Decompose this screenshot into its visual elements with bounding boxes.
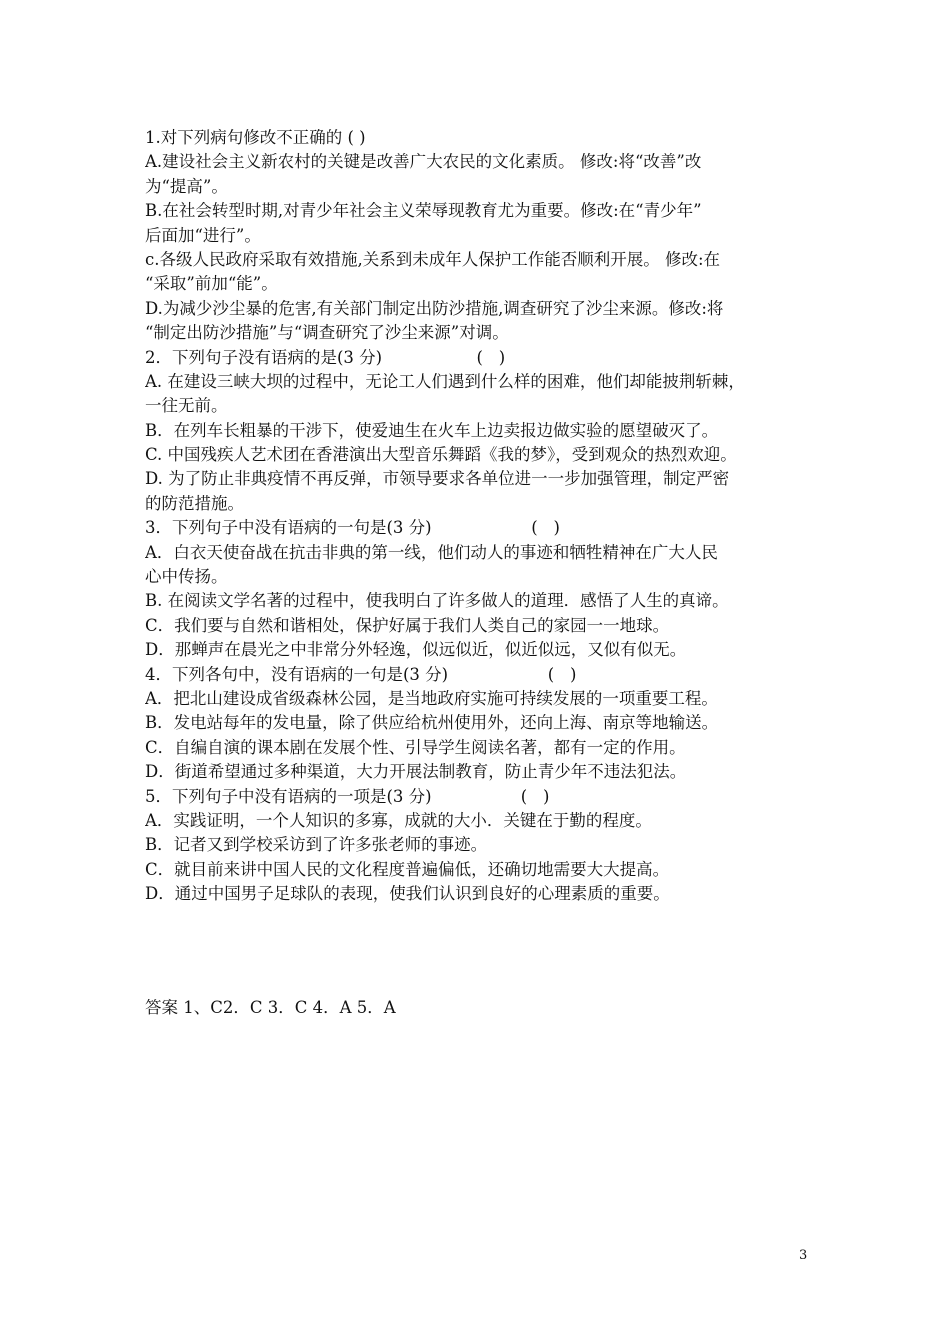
question-text [145, 126, 825, 907]
text-line: B．发电站每年的发电量，除了供应给杭州使用外，还向上海、南京等地输送。 [145, 713, 719, 733]
text-line: A. 在建设三峡大坝的过程中，无论工人们遇到什么样的困难，他们却能披荆斩棘， [145, 371, 745, 391]
text-line: A．白衣天使奋战在抗击非典的第一线，他们动人的事迹和牺牲精神在广大人民 [145, 542, 718, 562]
text-line: D．那蝉声在晨光之中非常分外轻逸，似远似近，似近似远，又似有似无。 [145, 640, 687, 660]
text-line: 4．下列各句中，没有语病的一句是(3 分) ( ) [145, 664, 577, 684]
text-line: C．就目前来讲中国人民的文化程度普遍偏低，还确切地需要大大提高。 [145, 859, 670, 879]
text-line: A.建设社会主义新农村的关键是改善广大农民的文化素质。 修改:将“改善”改 [145, 152, 702, 172]
text-line: 1.对下列病句修改不正确的 ( ) [145, 128, 366, 147]
text-line: D．通过中国男子足球队的表现，使我们认识到良好的心理素质的重要。 [145, 884, 670, 904]
text-line: B．记者又到学校采访到了许多张老师的事迹。 [145, 835, 488, 855]
text-line: D. 为了防止非典疫情不再反弹，市领导要求各单位进一一步加强管理，制定严密 [145, 469, 730, 489]
text-line: A．实践证明，一个人知识的多寡，成就的大小．关键在于勤的程度。 [145, 810, 652, 830]
text-line: c.各级人民政府采取有效措施,关系到未成年人保护工作能否顺利开展。 修改:在 [145, 249, 721, 269]
text-line: C．自编自演的课本剧在发展个性、引导学生阅读名著，都有一定的作用。 [145, 737, 686, 757]
text-line: “制定出防沙措施”与“调查研究了沙尘来源”对调。 [145, 323, 509, 343]
text-line: D．街道希望通过多种渠道，大力开展法制教育，防止青少年不违法犯法。 [145, 762, 687, 782]
text-line: 一往无前。 [145, 396, 228, 416]
text-line: A．把北山建设成省级森林公园，是当地政府实施可持续发展的一项重要工程。 [145, 688, 718, 708]
text-line: 后面加“进行”。 [145, 225, 261, 245]
text-line: C. 中国残疾人艺术团在香港演出大型音乐舞蹈《我的梦》，受到观众的热烈欢迎。 [145, 445, 737, 465]
answer-key: 答案 1、C2．C 3．C 4．A 5．A [145, 998, 396, 1017]
text-line: B.在社会转型时期,对青少年社会主义荣辱现教育尤为重要。修改:在“青少年” [145, 201, 702, 221]
text-line: D.为减少沙尘暴的危害,有关部门制定出防沙措施,调查研究了沙尘来源。修改:将 [145, 298, 724, 318]
text-line: 为“提高”。 [145, 176, 228, 196]
text-line: 5．下列句子中没有语病的一项是(3 分) ( ) [145, 786, 550, 806]
text-line: 的防范措施。 [145, 493, 244, 513]
text-line: B. 在阅读文学名著的过程中，使我明白了许多做人的道理．感悟了人生的真谛。 [145, 591, 729, 611]
text-line: 心中传扬。 [145, 567, 228, 587]
text-line: B．在列车长粗暴的干涉下，使爱迪生在火车上边卖报边做实验的愿望破灭了。 [145, 420, 719, 440]
text-line: 2．下列句子没有语病的是(3 分) ( ) [145, 347, 506, 367]
text-line: “采取”前加“能”。 [145, 274, 278, 294]
text-line: 3．下列句子中没有语病的一句是(3 分) ( ) [145, 518, 560, 538]
text-line: C．我们要与自然和谐相处，保护好属于我们人类自己的家园一一地球。 [145, 615, 670, 635]
page-number: 3 [799, 1248, 808, 1263]
